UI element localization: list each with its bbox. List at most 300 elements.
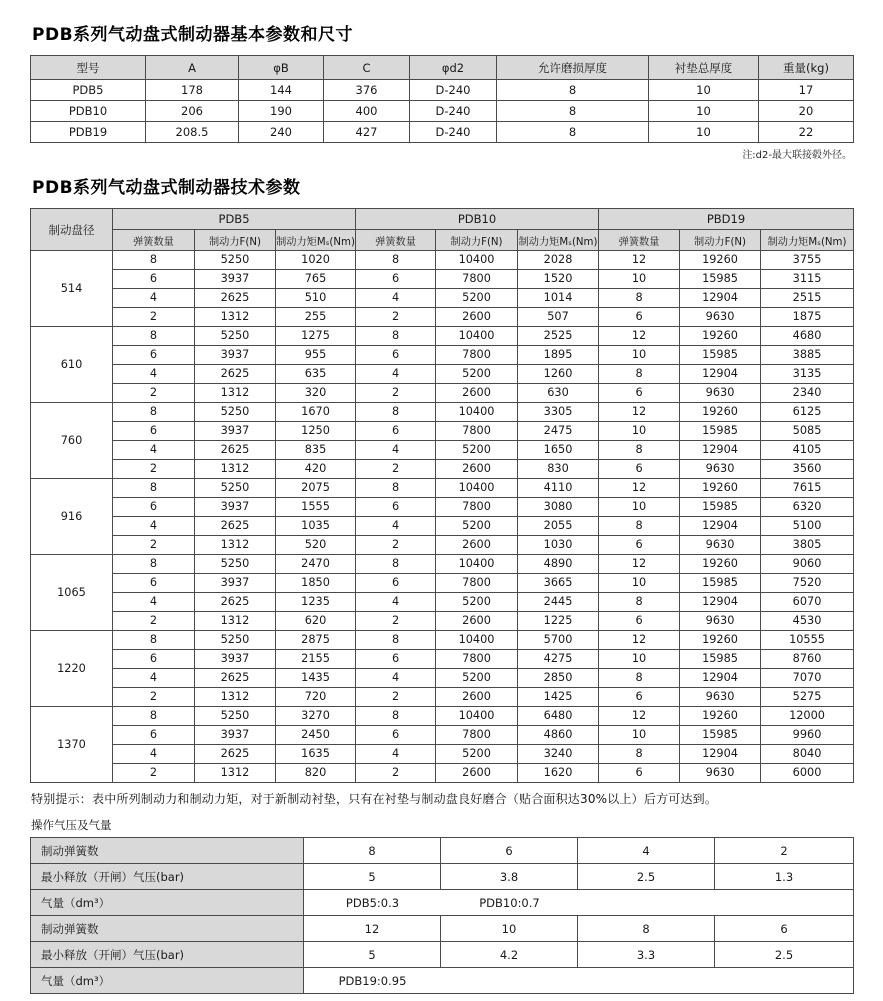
model-cell: PDB10	[31, 101, 146, 122]
tech-value-cell: 19260	[680, 327, 761, 346]
tech-value-cell: 7615	[761, 479, 854, 498]
tech-value-cell: 5250	[195, 403, 276, 422]
tech-value-cell: 6	[113, 726, 195, 745]
tech-value-cell: 12904	[680, 365, 761, 384]
tech-value-cell: 4	[113, 745, 195, 764]
tech-value-cell: 4110	[518, 479, 599, 498]
tech-value-cell: 4530	[761, 612, 854, 631]
tech-value-cell: 2028	[518, 251, 599, 270]
tech-value-cell: 2625	[195, 669, 276, 688]
tech-value-cell: 2875	[276, 631, 356, 650]
tech-value-cell: 1425	[518, 688, 599, 707]
tech-value-cell: 1520	[518, 270, 599, 289]
tech-value-cell: 4	[113, 593, 195, 612]
tech-value-cell: 5700	[518, 631, 599, 650]
tech-data-row	[31, 688, 854, 707]
ops-value-cell: 3.3	[578, 942, 715, 968]
tech-value-cell: 15985	[680, 650, 761, 669]
tech-value-cell: 2625	[195, 517, 276, 536]
tech-value-cell: 6	[356, 574, 436, 593]
tech-value-cell: 1850	[276, 574, 356, 593]
ops-value-cell: 6	[715, 916, 854, 942]
tech-value-cell: 6	[599, 764, 680, 783]
tech-value-cell: 6	[113, 270, 195, 289]
ops-value-cell: 3.8	[441, 864, 578, 890]
tech-value-cell: 8	[356, 631, 436, 650]
disc-diameter-cell: 514	[31, 251, 113, 327]
tech-value-cell: 2600	[436, 460, 518, 479]
tech-value-cell: 1312	[195, 612, 276, 631]
ops-label-cell: 气量（dm³）	[31, 890, 304, 916]
ops-row	[31, 864, 854, 890]
tech-value-cell: 2625	[195, 289, 276, 308]
tech-value-cell: 4	[113, 441, 195, 460]
tech-value-cell: 2625	[195, 441, 276, 460]
tech-value-cell: 520	[276, 536, 356, 555]
tech-value-cell: 8	[599, 517, 680, 536]
tech-value-cell: 6	[113, 346, 195, 365]
tech-value-cell: 5085	[761, 422, 854, 441]
tech-value-cell: 2	[113, 308, 195, 327]
tech-value-cell: 1020	[276, 251, 356, 270]
tech-value-cell: 2	[356, 308, 436, 327]
tech-value-cell: 7800	[436, 650, 518, 669]
tech-value-cell: 4	[113, 365, 195, 384]
tech-sub-header: 制动力F(N)	[680, 230, 761, 251]
ops-value-cell: 10	[441, 916, 578, 942]
tech-value-cell: 5200	[436, 441, 518, 460]
tech-sub-header: 弹簧数量	[356, 230, 436, 251]
tech-value-cell: 2155	[276, 650, 356, 669]
basic-parameters-table	[30, 55, 854, 143]
tech-value-cell: 320	[276, 384, 356, 403]
tech-value-cell: 255	[276, 308, 356, 327]
tech-value-cell: 2475	[518, 422, 599, 441]
tech-value-cell: 5250	[195, 555, 276, 574]
tech-value-cell: 9630	[680, 764, 761, 783]
model-group-header: PDB10	[356, 209, 599, 230]
tech-sub-header: 制动力F(N)	[195, 230, 276, 251]
tech-value-cell: 6000	[761, 764, 854, 783]
tech-value-cell: 12904	[680, 593, 761, 612]
tech-value-cell: 10400	[436, 707, 518, 726]
tech-value-cell: 4	[113, 517, 195, 536]
tech-value-cell: 6	[599, 536, 680, 555]
tech-value-cell: 765	[276, 270, 356, 289]
tech-value-cell: 1555	[276, 498, 356, 517]
tech-value-cell: 6125	[761, 403, 854, 422]
tech-data-row	[31, 384, 854, 403]
tech-value-cell: 2600	[436, 308, 518, 327]
ops-section-label: 操作气压及气量	[31, 818, 112, 832]
tech-value-cell: 8	[356, 251, 436, 270]
tech-value-cell: 6	[356, 650, 436, 669]
tech-value-cell: 9630	[680, 688, 761, 707]
basic-value-cell: 400	[324, 101, 410, 122]
tech-value-cell: 12	[599, 479, 680, 498]
tech-value-cell: 1895	[518, 346, 599, 365]
tech-value-cell: 2	[113, 764, 195, 783]
ops-value-cell: 4.2	[441, 942, 578, 968]
tech-value-cell: 5200	[436, 745, 518, 764]
tech-value-cell: 1312	[195, 460, 276, 479]
tech-value-cell: 9630	[680, 612, 761, 631]
tech-value-cell: 12	[599, 403, 680, 422]
tech-value-cell: 8	[356, 479, 436, 498]
tech-data-row	[31, 403, 854, 422]
tech-data-row	[31, 441, 854, 460]
basic-data-row	[31, 80, 854, 101]
tech-value-cell: 9630	[680, 460, 761, 479]
tech-value-cell: 10400	[436, 403, 518, 422]
tech-value-cell: 10	[599, 574, 680, 593]
tech-data-row	[31, 517, 854, 536]
basic-value-cell: 144	[239, 80, 324, 101]
tech-value-cell: 2	[356, 612, 436, 631]
tech-sub-header: 弹簧数量	[599, 230, 680, 251]
tech-value-cell: 12	[599, 555, 680, 574]
tech-value-cell: 1014	[518, 289, 599, 308]
basic-value-cell: 208.5	[146, 122, 239, 143]
tech-data-row	[31, 327, 854, 346]
tech-value-cell: 10	[599, 726, 680, 745]
ops-value-cell: 12	[304, 916, 441, 942]
tech-value-cell: 15985	[680, 422, 761, 441]
basic-value-cell: D-240	[410, 80, 497, 101]
basic-section-title: PDB系列气动盘式制动器基本参数和尺寸	[32, 25, 354, 45]
tech-value-cell: 507	[518, 308, 599, 327]
tech-value-cell: 19260	[680, 631, 761, 650]
tech-value-cell: 6	[113, 574, 195, 593]
tech-value-cell: 4	[113, 669, 195, 688]
tech-value-cell: 5200	[436, 593, 518, 612]
tech-value-cell: 15985	[680, 574, 761, 593]
tech-value-cell: 7800	[436, 498, 518, 517]
tech-data-row	[31, 631, 854, 650]
tech-value-cell: 2	[356, 384, 436, 403]
tech-value-cell: 6070	[761, 593, 854, 612]
tech-value-cell: 3115	[761, 270, 854, 289]
tech-value-cell: 2055	[518, 517, 599, 536]
tech-value-cell: 3080	[518, 498, 599, 517]
tech-value-cell: 7800	[436, 726, 518, 745]
tech-value-cell: 5250	[195, 479, 276, 498]
ops-row	[31, 942, 854, 968]
tech-value-cell: 720	[276, 688, 356, 707]
special-note: 特别提示：表中所列制动力和制动力矩，对于新制动衬垫，只有在衬垫与制动盘良好磨合（贴合面积达30%以上）后方可达到。	[31, 792, 718, 806]
tech-value-cell: 15985	[680, 726, 761, 745]
tech-value-cell: 955	[276, 346, 356, 365]
tech-value-cell: 3937	[195, 270, 276, 289]
technical-parameters-table	[30, 208, 854, 783]
tech-value-cell: 2340	[761, 384, 854, 403]
tech-value-cell: 4	[356, 289, 436, 308]
basic-header-cell: φB	[239, 56, 324, 80]
tech-value-cell: 4860	[518, 726, 599, 745]
basic-data-row	[31, 101, 854, 122]
tech-value-cell: 12904	[680, 517, 761, 536]
tech-value-cell: 9060	[761, 555, 854, 574]
tech-value-cell: 10400	[436, 327, 518, 346]
tech-value-cell: 3937	[195, 346, 276, 365]
basic-value-cell: 427	[324, 122, 410, 143]
basic-header-cell: C	[324, 56, 410, 80]
tech-value-cell: 4890	[518, 555, 599, 574]
ops-label-cell: 气量（dm³）	[31, 968, 304, 994]
basic-value-cell: 17	[759, 80, 854, 101]
tech-value-cell: 2525	[518, 327, 599, 346]
tech-value-cell: 1312	[195, 764, 276, 783]
tech-value-cell: 10	[599, 498, 680, 517]
tech-sub-header: 弹簧数量	[113, 230, 195, 251]
ops-row	[31, 838, 854, 864]
tech-value-cell: 1312	[195, 308, 276, 327]
basic-value-cell: 10	[649, 80, 759, 101]
tech-value-cell: 4105	[761, 441, 854, 460]
tech-value-cell: 1650	[518, 441, 599, 460]
tech-data-row	[31, 707, 854, 726]
tech-value-cell: 2	[356, 536, 436, 555]
tech-value-cell: 2	[356, 460, 436, 479]
model-cell: PDB19	[31, 122, 146, 143]
tech-value-cell: 2600	[436, 536, 518, 555]
disc-diameter-cell: 610	[31, 327, 113, 403]
tech-value-cell: 8	[599, 745, 680, 764]
disc-diameter-cell: 1370	[31, 707, 113, 783]
tech-value-cell: 4	[356, 745, 436, 764]
tech-value-cell: 1275	[276, 327, 356, 346]
tech-value-cell: 3937	[195, 574, 276, 593]
basic-value-cell: 8	[497, 80, 649, 101]
tech-value-cell: 1620	[518, 764, 599, 783]
tech-value-cell: 8	[113, 251, 195, 270]
tech-data-row	[31, 745, 854, 764]
tech-value-cell: 3305	[518, 403, 599, 422]
tech-value-cell: 2	[356, 764, 436, 783]
tech-value-cell: 8	[113, 631, 195, 650]
tech-value-cell: 19260	[680, 251, 761, 270]
tech-value-cell: 2075	[276, 479, 356, 498]
ops-merged-value: PDB19:0.95	[338, 973, 407, 988]
tech-value-cell: 6	[599, 384, 680, 403]
tech-value-cell: 3805	[761, 536, 854, 555]
basic-value-cell: 8	[497, 101, 649, 122]
tech-value-cell: 4	[356, 593, 436, 612]
tech-value-cell: 7520	[761, 574, 854, 593]
tech-value-cell: 1235	[276, 593, 356, 612]
tech-value-cell: 2625	[195, 593, 276, 612]
tech-data-row	[31, 498, 854, 517]
tech-value-cell: 7070	[761, 669, 854, 688]
tech-value-cell: 4	[356, 517, 436, 536]
tech-value-cell: 15985	[680, 270, 761, 289]
tech-value-cell: 5250	[195, 707, 276, 726]
tech-value-cell: 8	[599, 593, 680, 612]
basic-header-cell: A	[146, 56, 239, 80]
basic-header-cell: 衬垫总厚度	[649, 56, 759, 80]
tech-value-cell: 6480	[518, 707, 599, 726]
tech-value-cell: 19260	[680, 479, 761, 498]
tech-data-row	[31, 612, 854, 631]
operating-pressure-table	[30, 837, 854, 994]
ops-label-cell: 最小释放（开闸）气压(bar)	[31, 942, 304, 968]
tech-value-cell: 2	[113, 688, 195, 707]
tech-value-cell: 8	[113, 479, 195, 498]
tech-value-cell: 12	[599, 707, 680, 726]
tech-value-cell: 6	[356, 726, 436, 745]
tech-value-cell: 2450	[276, 726, 356, 745]
tech-value-cell: 5250	[195, 327, 276, 346]
tech-value-cell: 2600	[436, 688, 518, 707]
tech-value-cell: 4	[356, 669, 436, 688]
tech-value-cell: 3885	[761, 346, 854, 365]
basic-header-cell: 重量(kg)	[759, 56, 854, 80]
ops-value-cell: 5	[304, 942, 441, 968]
tech-data-row	[31, 555, 854, 574]
tech-value-cell: 1635	[276, 745, 356, 764]
tech-value-cell: 4	[356, 441, 436, 460]
tech-value-cell: 6	[356, 270, 436, 289]
tech-value-cell: 630	[518, 384, 599, 403]
tech-value-cell: 3937	[195, 650, 276, 669]
basic-value-cell: 376	[324, 80, 410, 101]
tech-value-cell: 620	[276, 612, 356, 631]
tech-value-cell: 3937	[195, 498, 276, 517]
tech-value-cell: 835	[276, 441, 356, 460]
disc-diameter-cell: 1065	[31, 555, 113, 631]
tech-data-row	[31, 726, 854, 745]
tech-value-cell: 8	[113, 707, 195, 726]
tech-value-cell: 8	[599, 669, 680, 688]
tech-value-cell: 5200	[436, 365, 518, 384]
tech-data-row	[31, 365, 854, 384]
tech-value-cell: 5200	[436, 289, 518, 308]
basic-value-cell: 10	[649, 101, 759, 122]
disc-diameter-cell: 1220	[31, 631, 113, 707]
tech-value-cell: 12904	[680, 745, 761, 764]
basic-value-cell: D-240	[410, 122, 497, 143]
tech-value-cell: 5250	[195, 631, 276, 650]
tech-value-cell: 2	[113, 536, 195, 555]
tech-value-cell: 1312	[195, 688, 276, 707]
ops-value-cell: 2.5	[578, 864, 715, 890]
tech-value-cell: 7800	[436, 422, 518, 441]
tech-value-cell: 8	[113, 403, 195, 422]
tech-data-row	[31, 764, 854, 783]
tech-value-cell: 12904	[680, 669, 761, 688]
tech-value-cell: 2625	[195, 365, 276, 384]
tech-data-row	[31, 650, 854, 669]
ops-value-cell: 2.5	[715, 942, 854, 968]
tech-value-cell: 12	[599, 251, 680, 270]
tech-sub-header: 制动力矩Mₛ(Nm)	[518, 230, 599, 251]
tech-value-cell: 510	[276, 289, 356, 308]
tech-header-row-subs	[31, 230, 854, 251]
tech-value-cell: 6	[599, 688, 680, 707]
basic-header-cell: 型号	[31, 56, 146, 80]
basic-value-cell: 178	[146, 80, 239, 101]
tech-value-cell: 10	[599, 422, 680, 441]
tech-value-cell: 3135	[761, 365, 854, 384]
tech-value-cell: 6	[113, 650, 195, 669]
ops-row	[31, 916, 854, 942]
tech-value-cell: 6	[113, 422, 195, 441]
tech-value-cell: 12904	[680, 441, 761, 460]
tech-value-cell: 2600	[436, 384, 518, 403]
tech-value-cell: 3755	[761, 251, 854, 270]
ops-value-cell: 1.3	[715, 864, 854, 890]
ops-label-cell: 最小释放（开闸）气压(bar)	[31, 864, 304, 890]
tech-value-cell: 2850	[518, 669, 599, 688]
ops-label-cell: 制动弹簧数	[31, 838, 304, 864]
tech-section-title: PDB系列气动盘式制动器技术参数	[32, 178, 301, 198]
tech-value-cell: 3937	[195, 726, 276, 745]
tech-value-cell: 6	[599, 612, 680, 631]
tech-value-cell: 2515	[761, 289, 854, 308]
model-group-header: PDB5	[113, 209, 356, 230]
tech-value-cell: 2470	[276, 555, 356, 574]
ops-value-cell: 8	[304, 838, 441, 864]
disc-diameter-header: 制动盘径	[31, 209, 113, 251]
basic-data-row	[31, 122, 854, 143]
tech-value-cell: 820	[276, 764, 356, 783]
tech-value-cell: 3937	[195, 422, 276, 441]
tech-value-cell: 1250	[276, 422, 356, 441]
basic-value-cell: D-240	[410, 101, 497, 122]
tech-value-cell: 8	[356, 707, 436, 726]
tech-value-cell: 420	[276, 460, 356, 479]
tech-data-row	[31, 251, 854, 270]
tech-value-cell: 7800	[436, 574, 518, 593]
tech-value-cell: 1312	[195, 384, 276, 403]
tech-value-cell: 1225	[518, 612, 599, 631]
tech-value-cell: 10400	[436, 631, 518, 650]
basic-value-cell: 190	[239, 101, 324, 122]
ops-label-cell: 制动弹簧数	[31, 916, 304, 942]
tech-value-cell: 4	[113, 289, 195, 308]
basic-value-cell: 206	[146, 101, 239, 122]
ops-value-cell: 6	[441, 838, 578, 864]
tech-value-cell: 8	[599, 365, 680, 384]
tech-value-cell: 10555	[761, 631, 854, 650]
tech-value-cell: 6	[356, 346, 436, 365]
tech-value-cell: 1260	[518, 365, 599, 384]
tech-value-cell: 830	[518, 460, 599, 479]
tech-data-row	[31, 669, 854, 688]
tech-value-cell: 1435	[276, 669, 356, 688]
tech-value-cell: 8	[356, 327, 436, 346]
tech-value-cell: 19260	[680, 555, 761, 574]
tech-value-cell: 8	[599, 441, 680, 460]
tech-value-cell: 2	[356, 688, 436, 707]
tech-data-row	[31, 479, 854, 498]
tech-value-cell: 3560	[761, 460, 854, 479]
tech-value-cell: 2445	[518, 593, 599, 612]
basic-value-cell: 240	[239, 122, 324, 143]
ops-value-cell: 5	[304, 864, 441, 890]
basic-value-cell: 20	[759, 101, 854, 122]
tech-value-cell: 5100	[761, 517, 854, 536]
tech-value-cell: 8760	[761, 650, 854, 669]
tech-value-cell: 19260	[680, 403, 761, 422]
tech-value-cell: 9630	[680, 308, 761, 327]
tech-value-cell: 6	[356, 422, 436, 441]
tech-value-cell: 4680	[761, 327, 854, 346]
tech-sub-header: 制动力F(N)	[436, 230, 518, 251]
tech-value-cell: 19260	[680, 707, 761, 726]
tech-value-cell: 10400	[436, 251, 518, 270]
model-group-header: PBD19	[599, 209, 854, 230]
